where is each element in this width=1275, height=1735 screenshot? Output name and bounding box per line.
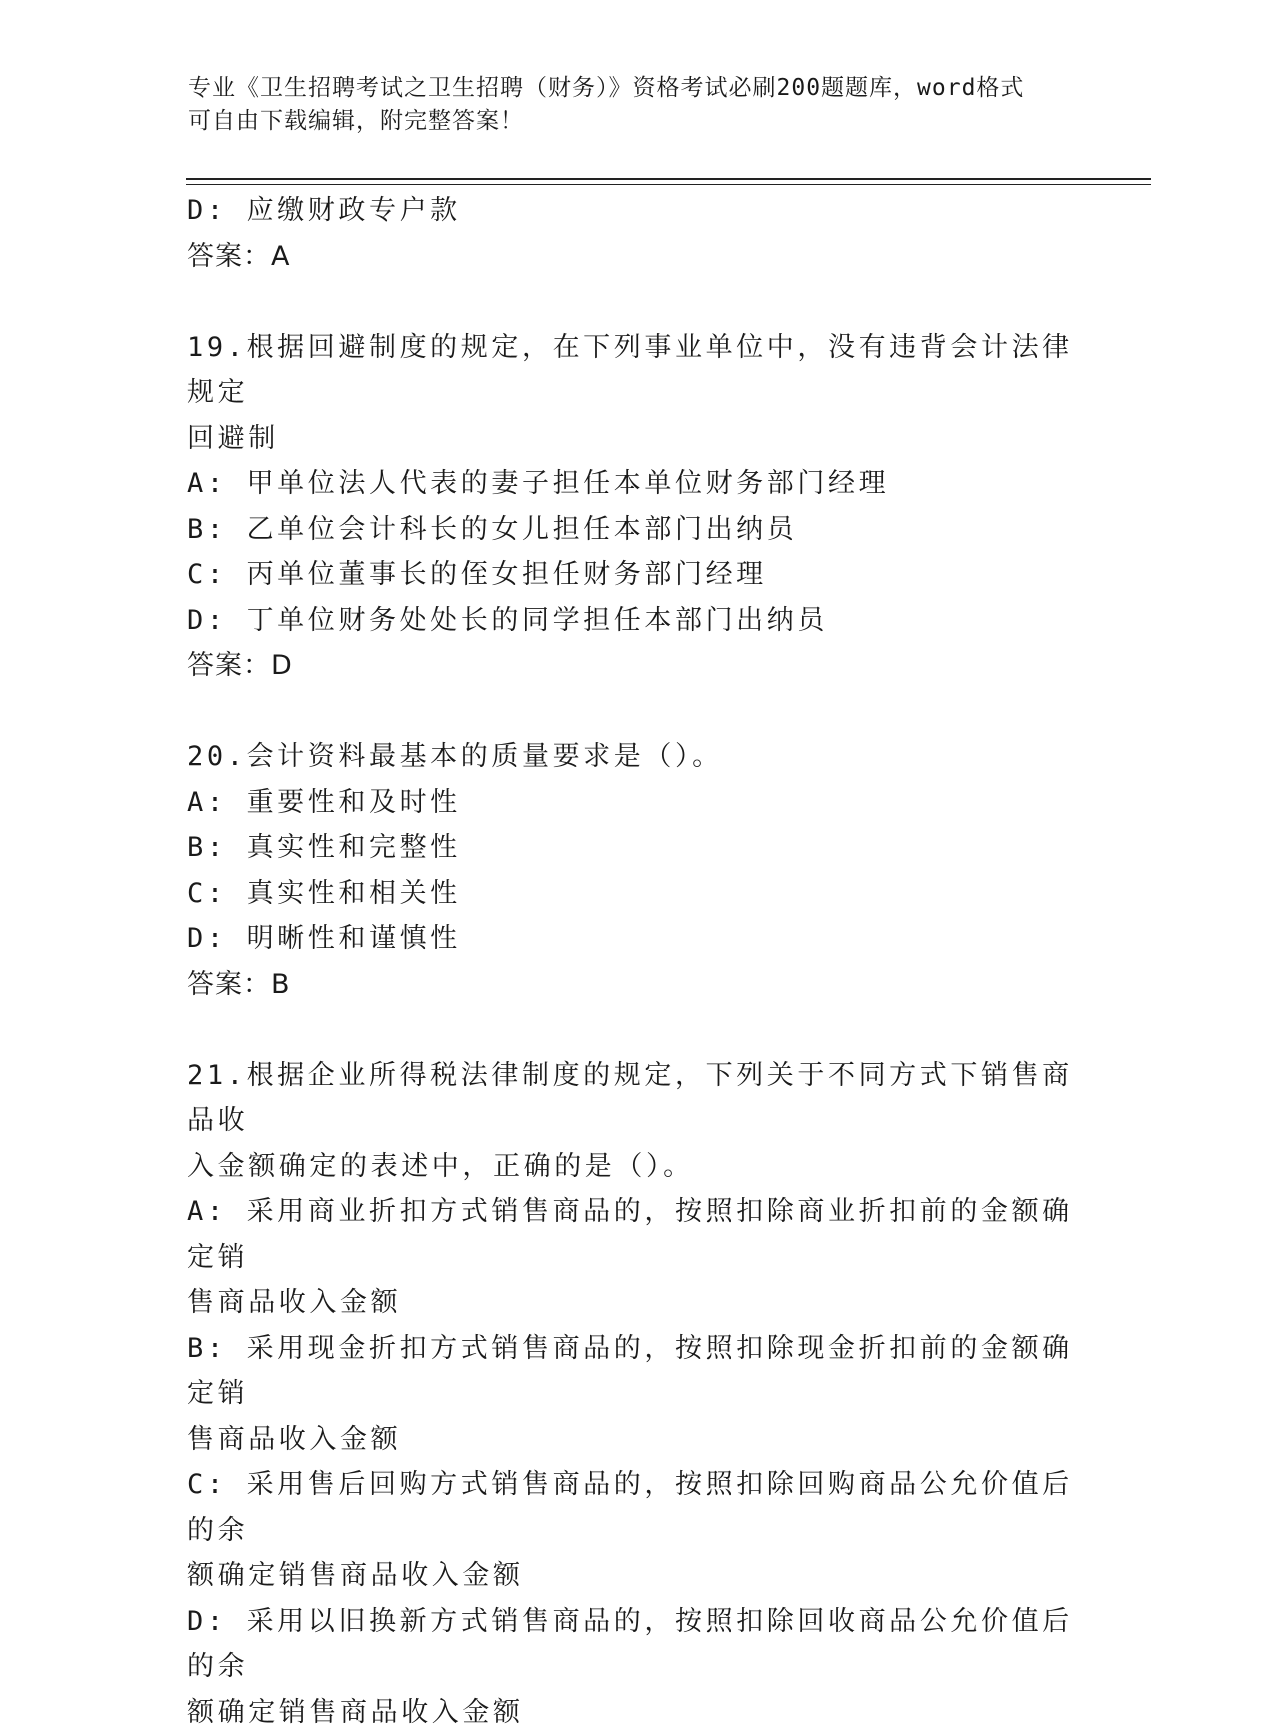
q20-option-b: B: 真实性和完整性 — [187, 825, 1087, 871]
q21-option-d-line-2: 额确定销售商品收入金额 — [187, 1690, 1087, 1735]
q19-option-c: C: 丙单位董事长的侄女担任财务部门经理 — [187, 552, 1087, 598]
header-divider-thick — [186, 178, 1151, 180]
prev-option-d: D: 应缴财政专户款 — [187, 188, 1087, 234]
q21-option-b-line-2: 售商品收入金额 — [187, 1417, 1087, 1463]
q20-option-a: A: 重要性和及时性 — [187, 780, 1087, 826]
q21-option-c-line-2: 额确定销售商品收入金额 — [187, 1553, 1087, 1599]
q19-option-a: A: 甲单位法人代表的妻子担任本单位财务部门经理 — [187, 461, 1087, 507]
q21-stem-line-1: 21.根据企业所得税法律制度的规定，下列关于不同方式下销售商品收 — [187, 1053, 1087, 1144]
prev-answer: 答案：A — [187, 234, 1087, 280]
q20-option-d: D: 明晰性和谨慎性 — [187, 916, 1087, 962]
q21-option-a-line-2: 售商品收入金额 — [187, 1280, 1087, 1326]
q19-option-d: D: 丁单位财务处处长的同学担任本部门出纳员 — [187, 598, 1087, 644]
document-header — [188, 72, 1068, 138]
q19-stem-line-1: 19.根据回避制度的规定，在下列事业单位中，没有违背会计法律规定 — [187, 325, 1087, 416]
q21-option-b-line-1: B: 采用现金折扣方式销售商品的，按照扣除现金折扣前的金额确定销 — [187, 1326, 1087, 1417]
q21-option-c-line-1: C: 采用售后回购方式销售商品的，按照扣除回购商品公允价值后的余 — [187, 1462, 1087, 1553]
q21-option-d-line-1: D: 采用以旧换新方式销售商品的，按照扣除回收商品公允价值后的余 — [187, 1599, 1087, 1690]
header-divider-thin — [186, 184, 1151, 185]
q20-stem-line-1: 20.会计资料最基本的质量要求是（）。 — [187, 734, 1087, 780]
q19-answer: 答案：D — [187, 643, 1087, 689]
header-line-1: 专业《卫生招聘考试之卫生招聘（财务）》资格考试必刷200题题库，word格式 — [188, 72, 1068, 105]
q20-option-c: C: 真实性和相关性 — [187, 871, 1087, 917]
question-list — [187, 188, 1087, 1735]
header-line-2: 可自由下载编辑，附完整答案！ — [188, 105, 1068, 138]
q20-answer: 答案：B — [187, 962, 1087, 1008]
q21-option-a-line-1: A: 采用商业折扣方式销售商品的，按照扣除商业折扣前的金额确定销 — [187, 1189, 1087, 1280]
q19-option-b: B: 乙单位会计科长的女儿担任本部门出纳员 — [187, 507, 1087, 553]
q21-stem-line-2: 入金额确定的表述中，正确的是（）。 — [187, 1144, 1087, 1190]
q19-stem-line-2: 回避制 — [187, 416, 1087, 462]
